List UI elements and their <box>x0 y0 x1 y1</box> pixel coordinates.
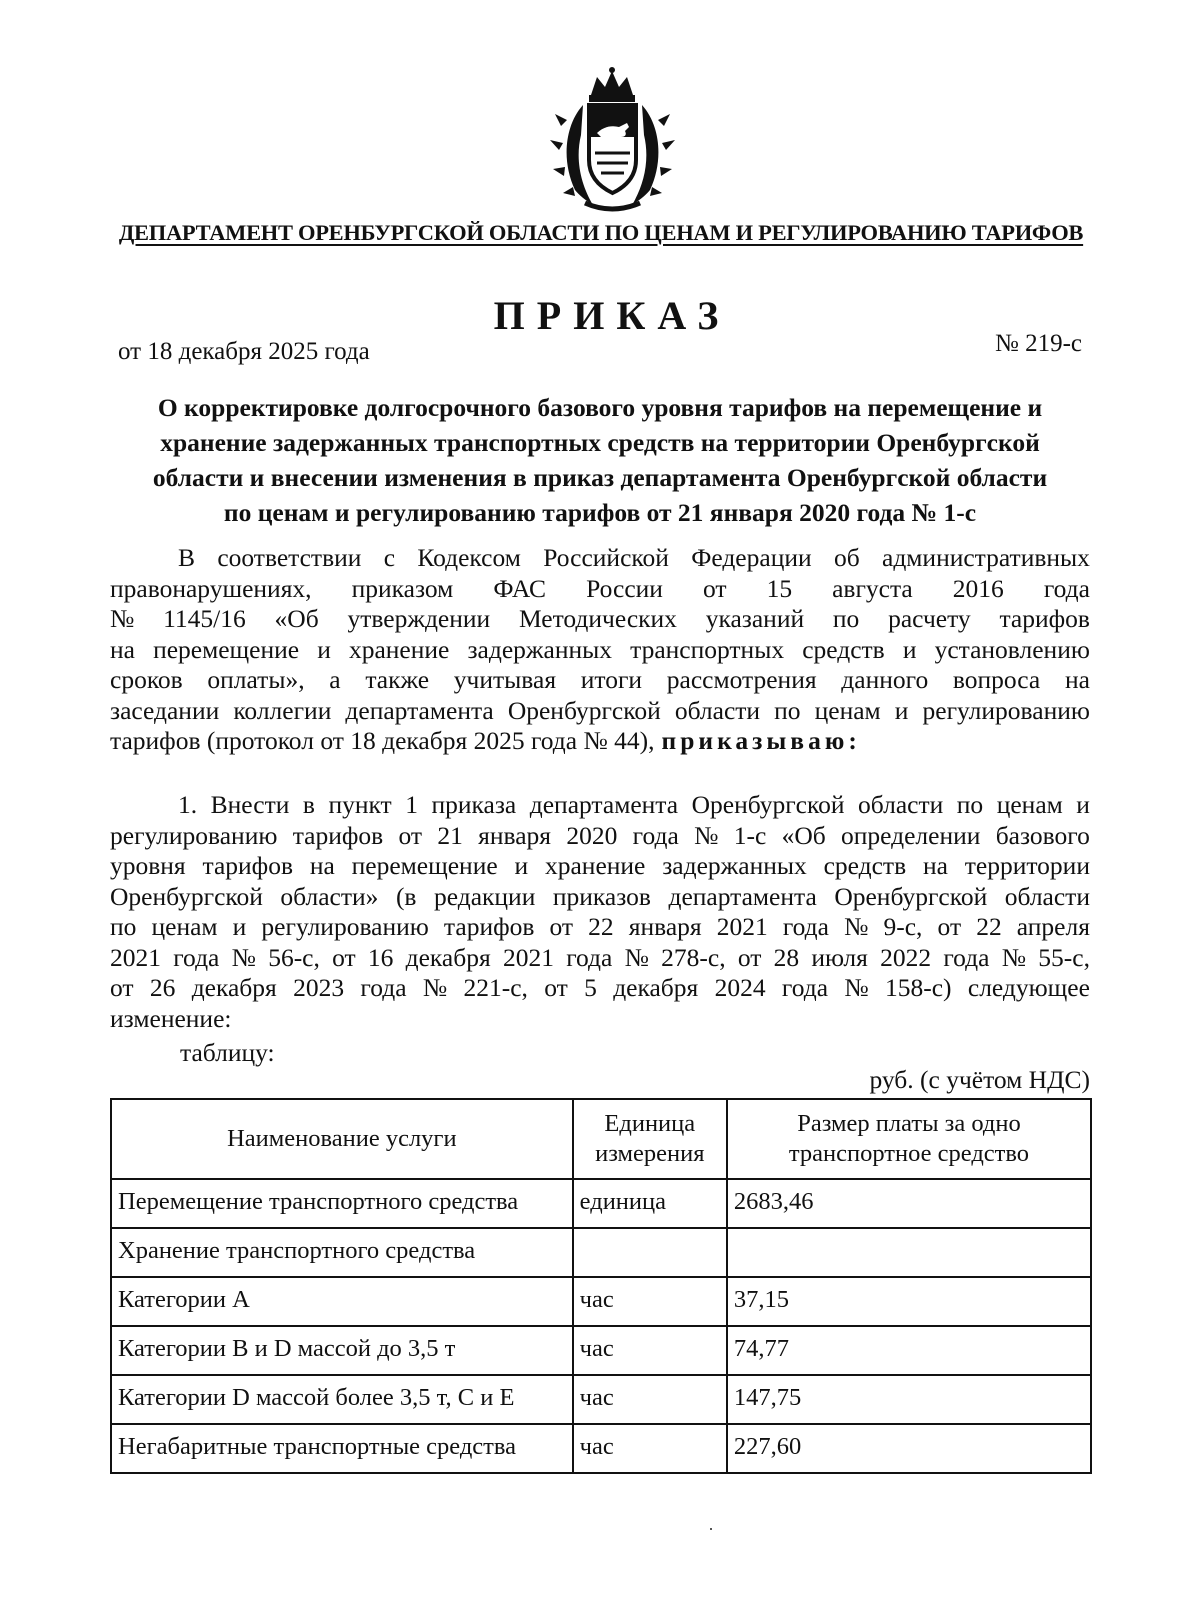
order-title <box>110 390 1090 530</box>
word: регулированию <box>922 695 1090 725</box>
word: коллегии <box>233 695 332 725</box>
word: Федерации <box>691 543 812 572</box>
word: тарифов <box>202 851 293 880</box>
word: 2022 <box>880 942 932 972</box>
price-cell: 74,77 <box>727 1326 1091 1375</box>
word: Оренбургской <box>691 790 845 819</box>
word: соответствии <box>217 543 362 572</box>
word: 5 <box>584 973 597 1002</box>
word: 22 <box>588 912 614 941</box>
word: рассмотрения <box>666 665 817 694</box>
coat-of-arms-emblem <box>545 65 680 215</box>
word: оплаты», <box>207 665 305 694</box>
word: 1145/16 <box>163 604 246 633</box>
word: России <box>586 573 663 603</box>
document-type-heading: ПРИКАЗ <box>493 293 731 338</box>
service-cell: Негабаритные транспортные средства <box>111 1424 573 1473</box>
word: (в <box>395 881 417 911</box>
title-line: по ценам и регулированию тарифов от 21 января 2020 года № 1-с <box>223 498 977 527</box>
paragraph-line <box>110 882 1090 913</box>
paragraph-line <box>110 821 1090 852</box>
word: области <box>1004 881 1090 911</box>
word: хранение <box>544 851 646 880</box>
word: тарифов <box>443 912 535 941</box>
word: года <box>943 942 990 972</box>
word: года <box>1043 573 1090 603</box>
word: задержанных <box>662 851 807 880</box>
unit-cell: час <box>573 1424 727 1473</box>
word: ценам <box>814 695 881 725</box>
word: территории <box>964 851 1090 880</box>
word: от <box>737 942 762 972</box>
title-line: области и внесении изменения в приказ департамента Оренбургской области <box>152 463 1048 492</box>
word: января <box>478 820 552 850</box>
header-unit-line: измерения <box>595 1140 705 1167</box>
word: тарифов <box>999 604 1090 633</box>
word: следующее <box>967 973 1090 1002</box>
table-header-row <box>111 1099 1091 1179</box>
word: № <box>110 604 135 633</box>
word: В <box>178 543 196 572</box>
paragraph-line <box>110 543 1090 574</box>
unit-cell: единица <box>573 1179 727 1228</box>
paragraph-line <box>110 973 1090 1004</box>
word: апреля <box>1016 912 1090 941</box>
paragraph-line <box>110 574 1090 605</box>
service-cell: Категории В и D массой до 3,5 т <box>111 1326 573 1375</box>
word: приказом <box>351 573 454 603</box>
word: об <box>833 543 860 572</box>
word: Оренбургской <box>834 881 988 911</box>
word: ценам <box>996 790 1063 819</box>
word: 2016 <box>952 573 1004 603</box>
word: определении <box>841 820 981 850</box>
word: Оренбургской <box>110 881 263 911</box>
word: № <box>844 912 869 941</box>
word: приказов <box>552 881 651 911</box>
table-row <box>111 1179 1091 1228</box>
price-cell <box>727 1228 1091 1277</box>
word: «Об <box>781 820 826 850</box>
word: № <box>624 942 649 972</box>
word: 21 <box>437 820 463 850</box>
paragraph-line <box>110 790 1090 821</box>
word: 278-с, <box>661 942 726 972</box>
service-cell: Категории D массой более 3,5 т, С и Е <box>111 1375 573 1424</box>
word: департамента <box>668 881 817 911</box>
word: на <box>110 634 135 664</box>
word: установлению <box>934 634 1090 664</box>
word: в <box>302 790 315 819</box>
service-cell: Перемещение транспортного средства <box>111 1179 573 1228</box>
word: утверждении <box>347 604 491 633</box>
header-unit <box>573 1099 727 1179</box>
word: от <box>702 573 727 603</box>
word: пункт <box>328 790 392 819</box>
service-cell: Категории А <box>111 1277 573 1326</box>
word: перемещение <box>153 634 300 664</box>
word: 2021 <box>110 942 161 972</box>
word: задержанных <box>467 634 613 664</box>
word: приказа <box>431 790 517 819</box>
word: года <box>566 942 613 972</box>
word: Методических <box>518 604 677 633</box>
word: заседании <box>110 695 220 725</box>
word: августа <box>832 573 913 603</box>
paragraph-line <box>110 1004 1090 1035</box>
word: января <box>628 912 702 941</box>
paragraph-line <box>110 635 1090 666</box>
preamble-paragraph <box>110 543 1090 757</box>
word: тарифов <box>292 820 384 850</box>
word: области» <box>280 881 379 911</box>
paragraph-line <box>110 604 1090 635</box>
word: 56-с, <box>268 942 320 972</box>
header-service: Наименование услуги <box>111 1099 573 1179</box>
price-cell: 147,75 <box>727 1375 1091 1424</box>
word: № <box>231 942 256 972</box>
word: года <box>781 973 829 1002</box>
table-row <box>111 1326 1091 1375</box>
word: транспортных <box>630 634 785 664</box>
word: от <box>549 912 574 941</box>
price-cell: 227,60 <box>727 1424 1091 1473</box>
header-price-line: транспортное средство <box>788 1140 1030 1167</box>
word: года <box>173 942 220 972</box>
word: и <box>232 912 247 941</box>
item-1-paragraph <box>110 790 1090 1034</box>
paragraph-line <box>110 912 1090 943</box>
units-note: руб. (с учётом НДС) <box>869 1065 1090 1094</box>
word: 2021 <box>716 912 768 941</box>
word: вопроса <box>952 665 1041 694</box>
word: 15 <box>766 573 793 603</box>
word: 2023 <box>293 973 345 1002</box>
word: регулированию <box>110 820 278 850</box>
word: от <box>110 973 134 1002</box>
word: июля <box>811 942 868 972</box>
word: и <box>894 695 909 725</box>
table-intro: таблицу: <box>180 1038 275 1067</box>
word: года <box>632 820 679 850</box>
word: редакции <box>434 881 536 911</box>
word: и <box>902 634 917 664</box>
word: № <box>422 973 448 1002</box>
price-cell: 2683,46 <box>727 1179 1091 1228</box>
word: декабря <box>191 973 277 1002</box>
tariff-table <box>110 1098 1092 1474</box>
paragraph-line <box>110 696 1090 727</box>
word: 2021 <box>502 942 554 972</box>
order-word: приказываю: <box>661 726 861 755</box>
word: указаний <box>705 604 805 633</box>
word: от <box>544 973 568 1002</box>
header-price <box>727 1099 1091 1179</box>
word: на <box>922 851 948 880</box>
word: и <box>317 634 331 664</box>
scan-speck <box>710 1528 712 1530</box>
word: № <box>694 820 719 850</box>
word: от <box>937 912 962 941</box>
unit-cell: час <box>573 1326 727 1375</box>
word: 1. <box>178 790 198 819</box>
word: 221-с, <box>463 973 528 1002</box>
unit-cell: час <box>573 1277 727 1326</box>
word: департамента <box>345 695 494 725</box>
word: перемещение <box>351 851 498 880</box>
order-date: от 18 декабря 2025 года <box>118 338 370 365</box>
paragraph-line <box>110 665 1090 696</box>
service-cell: Хранение транспортного средства <box>111 1228 573 1277</box>
word: 1-с <box>733 820 767 850</box>
unit-cell: час <box>573 1375 727 1424</box>
word: по <box>774 695 801 725</box>
word: учитывая <box>453 665 557 694</box>
word: хранение <box>348 634 450 664</box>
word: по <box>956 790 984 819</box>
order-number: № 219-с <box>994 330 1082 357</box>
word: «Об <box>274 604 319 633</box>
word: 55-с, <box>1038 942 1090 972</box>
word: Российской <box>543 543 669 572</box>
word: 22 <box>976 912 1002 941</box>
unit-cell <box>573 1228 727 1277</box>
word: 16 <box>367 942 394 972</box>
word: области <box>674 695 761 725</box>
department-name: ДЕПАРТАМЕНТ ОРЕНБУРГСКОЙ ОБЛАСТИ ПО ЦЕНАМ И РЕГУЛИРОВАНИЮ ТАРИФОВ <box>118 220 1084 245</box>
word: по <box>832 604 860 633</box>
word: от <box>332 942 356 972</box>
word: 1 <box>405 790 418 819</box>
word: базового <box>995 820 1090 850</box>
word: 2024 <box>714 973 766 1002</box>
word: регулированию <box>261 912 429 941</box>
word: декабря <box>405 942 491 972</box>
table-row <box>111 1424 1091 1473</box>
paragraph-line <box>110 943 1090 974</box>
word: с <box>383 543 396 572</box>
price-cell: 37,15 <box>727 1277 1091 1326</box>
table-row <box>111 1277 1091 1326</box>
title-line: О корректировке долгосрочного базового уровня тарифов на перемещение и <box>157 393 1043 422</box>
header-unit-line: Единица <box>604 1110 696 1137</box>
word: 9-с, <box>883 912 923 941</box>
word: правонарушениях, <box>110 573 312 603</box>
word: ценам <box>151 912 218 941</box>
word: итоги <box>580 665 643 694</box>
word: декабря <box>613 973 699 1002</box>
word: 26 <box>149 973 176 1002</box>
word: 158-с) <box>885 973 952 1002</box>
word: и <box>514 851 529 880</box>
word: № <box>1001 942 1027 972</box>
table-row <box>111 1228 1091 1277</box>
word: уровня <box>110 851 186 880</box>
word: Кодексом <box>417 543 521 572</box>
word: департамента <box>529 790 679 819</box>
word: а <box>329 665 341 694</box>
word: Внести <box>210 790 290 819</box>
word: сроков <box>110 665 183 694</box>
word: от <box>398 820 423 850</box>
word: на <box>1064 665 1090 694</box>
word: № <box>844 973 869 1002</box>
word: данного <box>841 665 929 694</box>
paragraph-line-text: изменение: <box>110 1003 232 1033</box>
word: также <box>365 665 430 694</box>
paragraph-line <box>110 726 1090 757</box>
word: 28 <box>773 942 800 972</box>
word: средств <box>802 634 885 664</box>
title-line: хранение задержанных транспортных средств на территории Оренбургской <box>160 428 1040 457</box>
word: расчету <box>888 604 971 633</box>
word: года <box>782 912 829 941</box>
word: ФАС <box>493 573 547 603</box>
word: административных <box>882 543 1090 572</box>
word: Оренбургской <box>507 695 661 725</box>
word: и <box>1076 790 1090 819</box>
paragraph-line-text: тарифов (протокол от 18 декабря 2025 года № 44), <box>110 726 655 755</box>
word: на <box>309 851 335 880</box>
table-row <box>111 1375 1091 1424</box>
word: года <box>360 973 407 1002</box>
word: средств <box>823 851 907 880</box>
paragraph-line <box>110 851 1090 882</box>
word: по <box>110 912 137 941</box>
header-price-line: Размер платы за одно <box>797 1110 1021 1137</box>
word: 2020 <box>566 820 618 850</box>
word: области <box>858 790 944 819</box>
